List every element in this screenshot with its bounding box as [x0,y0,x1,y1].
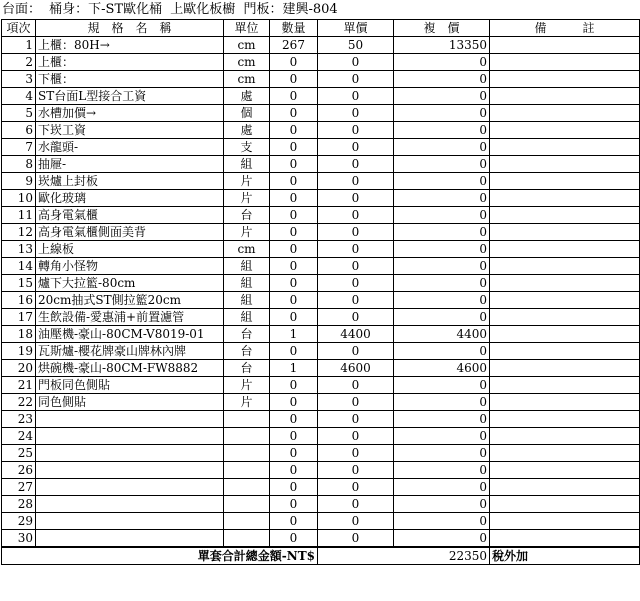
table-row [2,71,640,88]
item-total: 4600 [394,360,490,377]
item-quantity: 0 [270,309,318,326]
item-total: 0 [394,292,490,309]
table-row [2,411,640,428]
item-unit-price: 0 [318,479,394,496]
item-quantity: 0 [270,190,318,207]
item-total: 0 [394,377,490,394]
item-unit: 組 [224,309,270,326]
table-row [2,241,640,258]
item-name: 抽屜- [36,156,224,173]
row-number: 20 [2,360,36,377]
item-note [490,173,640,190]
item-unit-price: 0 [318,496,394,513]
item-unit-price: 0 [318,71,394,88]
item-unit-price: 0 [318,224,394,241]
table-row [2,54,640,71]
item-name: 下櫃： [36,71,224,88]
item-note [490,122,640,139]
col-header-qty: 數量 [270,20,318,37]
item-unit-price: 0 [318,513,394,530]
item-quantity: 0 [270,479,318,496]
row-number: 3 [2,71,36,88]
item-unit-price: 0 [318,156,394,173]
item-unit: 個 [224,105,270,122]
item-note [490,360,640,377]
item-unit [224,479,270,496]
item-name: 歐化玻璃 [36,190,224,207]
row-number: 14 [2,258,36,275]
summary-row [2,547,640,565]
item-unit-price: 4400 [318,326,394,343]
table-row [2,292,640,309]
table-row [2,173,640,190]
table-row [2,496,640,513]
item-total: 0 [394,496,490,513]
item-total: 0 [394,139,490,156]
row-number: 23 [2,411,36,428]
item-unit-price: 0 [318,207,394,224]
row-number: 29 [2,513,36,530]
item-quantity: 0 [270,445,318,462]
item-note [490,139,640,156]
row-number: 6 [2,122,36,139]
item-total: 0 [394,224,490,241]
item-note [490,479,640,496]
item-total: 0 [394,309,490,326]
item-unit: cm [224,37,270,54]
item-total: 0 [394,462,490,479]
table-row [2,326,640,343]
item-name: 門板同色側貼 [36,377,224,394]
item-unit: 組 [224,275,270,292]
quote-header [2,0,638,19]
door-panel-label: 門板：建興-804 [243,2,338,17]
item-total: 0 [394,258,490,275]
item-total: 0 [394,105,490,122]
item-unit: 台 [224,326,270,343]
item-quantity: 0 [270,428,318,445]
item-note [490,54,640,71]
item-note [490,309,640,326]
col-header-note: 備 註 [490,20,640,37]
item-unit: 處 [224,88,270,105]
item-quantity: 0 [270,496,318,513]
item-total: 0 [394,411,490,428]
row-number: 18 [2,326,36,343]
item-note [490,343,640,360]
item-note [490,37,640,54]
item-total: 0 [394,428,490,445]
item-unit-price: 0 [318,122,394,139]
table-row [2,445,640,462]
item-total: 0 [394,71,490,88]
table-row [2,275,640,292]
item-unit [224,462,270,479]
item-quantity: 0 [270,88,318,105]
item-note [490,513,640,530]
item-note [490,156,640,173]
row-number: 22 [2,394,36,411]
row-number: 4 [2,88,36,105]
item-unit-price: 0 [318,394,394,411]
item-note [490,445,640,462]
row-number: 7 [2,139,36,156]
item-total: 0 [394,122,490,139]
item-name: 上櫃：80H→ [36,37,224,54]
item-unit-price: 0 [318,309,394,326]
row-number: 26 [2,462,36,479]
item-unit-price: 0 [318,105,394,122]
item-quantity: 0 [270,105,318,122]
item-note [490,88,640,105]
item-name: 高身電氣櫃 [36,207,224,224]
row-number: 27 [2,479,36,496]
table-row [2,530,640,548]
item-quantity: 0 [270,139,318,156]
item-quantity: 0 [270,241,318,258]
row-number: 19 [2,343,36,360]
item-total: 0 [394,190,490,207]
item-unit: 台 [224,360,270,377]
item-quantity: 0 [270,462,318,479]
item-note [490,377,640,394]
item-unit-price: 50 [318,37,394,54]
item-unit [224,530,270,548]
item-unit: 處 [224,122,270,139]
item-unit: 片 [224,190,270,207]
table-row [2,513,640,530]
row-number: 21 [2,377,36,394]
item-unit-price: 0 [318,275,394,292]
item-unit-price: 0 [318,343,394,360]
item-quantity: 0 [270,377,318,394]
item-unit: 片 [224,173,270,190]
item-total: 0 [394,343,490,360]
item-unit-price: 0 [318,530,394,548]
item-unit-price: 0 [318,428,394,445]
item-total: 13350 [394,37,490,54]
item-quantity: 0 [270,343,318,360]
item-quantity: 0 [270,513,318,530]
item-unit-price: 4600 [318,360,394,377]
item-quantity: 0 [270,275,318,292]
col-header-total: 複 價 [394,20,490,37]
item-quantity: 0 [270,71,318,88]
item-name [36,496,224,513]
table-row [2,258,640,275]
quote-rows [2,37,640,548]
item-unit: cm [224,54,270,71]
item-quantity: 0 [270,54,318,71]
item-name: 瓦斯爐-櫻花牌豪山牌林內牌 [36,343,224,360]
upper-cabinet-label: 上歐化板櫥 [170,2,236,17]
table-row [2,360,640,377]
item-unit-price: 0 [318,411,394,428]
table-row [2,37,640,54]
item-total: 0 [394,156,490,173]
item-name: 水龍頭- [36,139,224,156]
item-name [36,428,224,445]
item-note [490,190,640,207]
item-name [36,411,224,428]
table-row [2,462,640,479]
table-row [2,343,640,360]
item-unit: cm [224,241,270,258]
item-unit-price: 0 [318,241,394,258]
table-row [2,479,640,496]
item-note [490,241,640,258]
item-name: 生飲設備-愛惠浦+前置濾管 [36,309,224,326]
row-number: 10 [2,190,36,207]
col-header-name: 規 格 名 稱 [36,20,224,37]
table-row [2,88,640,105]
row-number: 15 [2,275,36,292]
quote-table [1,19,640,565]
item-quantity: 0 [270,207,318,224]
item-note [490,326,640,343]
item-unit [224,496,270,513]
item-note [490,428,640,445]
item-quantity: 0 [270,156,318,173]
item-name: 爐下大拉籃-80cm [36,275,224,292]
table-row [2,309,640,326]
item-unit: 片 [224,224,270,241]
row-number: 24 [2,428,36,445]
row-number: 12 [2,224,36,241]
row-number: 25 [2,445,36,462]
item-note [490,71,640,88]
item-quantity: 0 [270,292,318,309]
item-unit [224,445,270,462]
item-unit-price: 0 [318,54,394,71]
item-unit [224,513,270,530]
item-name: 崁爐上封板 [36,173,224,190]
summary-total: 22350 [318,547,490,565]
row-number: 13 [2,241,36,258]
table-row [2,105,640,122]
item-unit-price: 0 [318,190,394,207]
item-total: 0 [394,479,490,496]
item-quantity: 1 [270,326,318,343]
table-row [2,224,640,241]
row-number: 2 [2,54,36,71]
item-unit: 組 [224,258,270,275]
item-note [490,496,640,513]
item-name: 20cm抽式ST側拉籃20cm [36,292,224,309]
item-unit-price: 0 [318,462,394,479]
summary-label: 單套合計總金額-NT$ [36,547,318,565]
item-total: 0 [394,241,490,258]
item-name [36,530,224,548]
item-note [490,530,640,548]
item-unit: 片 [224,377,270,394]
table-row [2,207,640,224]
item-unit-price: 0 [318,173,394,190]
item-name [36,513,224,530]
item-quantity: 267 [270,37,318,54]
item-unit [224,411,270,428]
item-total: 4400 [394,326,490,343]
item-name: 下崁工資 [36,122,224,139]
item-unit-price: 0 [318,445,394,462]
item-total: 0 [394,275,490,292]
item-quantity: 0 [270,394,318,411]
item-note [490,275,640,292]
item-unit: 台 [224,343,270,360]
item-name: 轉角小怪物 [36,258,224,275]
item-unit: 組 [224,156,270,173]
row-number: 9 [2,173,36,190]
item-name: 油壓機-豪山-80CM-V8019-01 [36,326,224,343]
item-unit-price: 0 [318,258,394,275]
item-note [490,292,640,309]
col-header-no: 項次 [2,20,36,37]
table-row [2,377,640,394]
row-number: 1 [2,37,36,54]
item-quantity: 0 [270,258,318,275]
item-unit-price: 0 [318,88,394,105]
item-name: 同色側貼 [36,394,224,411]
item-quantity: 0 [270,411,318,428]
row-number: 8 [2,156,36,173]
item-note [490,411,640,428]
item-note [490,207,640,224]
item-unit-price: 0 [318,292,394,309]
item-quantity: 0 [270,530,318,548]
item-name: 水槽加價→ [36,105,224,122]
row-number: 5 [2,105,36,122]
table-row [2,156,640,173]
cabinet-label: 桶身：下-ST歐化桶 [49,2,163,17]
summary-spacer [2,547,36,565]
item-total: 0 [394,207,490,224]
item-unit [224,428,270,445]
item-total: 0 [394,530,490,548]
item-name: 烘碗機-豪山-80CM-FW8882 [36,360,224,377]
item-note [490,224,640,241]
item-name [36,462,224,479]
item-name: 高身電氣櫃側面美背 [36,224,224,241]
counter-label: 台面： [2,2,42,17]
item-note [490,258,640,275]
item-total: 0 [394,88,490,105]
item-note [490,394,640,411]
table-row [2,139,640,156]
item-quantity: 0 [270,122,318,139]
item-quantity: 0 [270,173,318,190]
table-row [2,428,640,445]
item-name: ST台面L型接合工資 [36,88,224,105]
row-number: 17 [2,309,36,326]
item-quantity: 0 [270,224,318,241]
table-row [2,122,640,139]
item-name [36,445,224,462]
table-row [2,190,640,207]
item-unit: 台 [224,207,270,224]
item-total: 0 [394,394,490,411]
item-note [490,105,640,122]
item-name [36,479,224,496]
summary-tax-note: 稅外加 [490,547,640,565]
table-row [2,394,640,411]
item-unit: cm [224,71,270,88]
item-unit: 支 [224,139,270,156]
col-header-unit: 單位 [224,20,270,37]
item-total: 0 [394,445,490,462]
item-quantity: 1 [270,360,318,377]
item-total: 0 [394,54,490,71]
item-unit: 組 [224,292,270,309]
row-number: 16 [2,292,36,309]
row-number: 28 [2,496,36,513]
item-name: 上櫃： [36,54,224,71]
item-note [490,462,640,479]
col-header-price: 單價 [318,20,394,37]
item-unit-price: 0 [318,139,394,156]
item-total: 0 [394,173,490,190]
header-row [2,20,640,37]
item-unit-price: 0 [318,377,394,394]
row-number: 11 [2,207,36,224]
item-name: 上線板 [36,241,224,258]
item-unit: 片 [224,394,270,411]
row-number: 30 [2,530,36,548]
item-total: 0 [394,513,490,530]
